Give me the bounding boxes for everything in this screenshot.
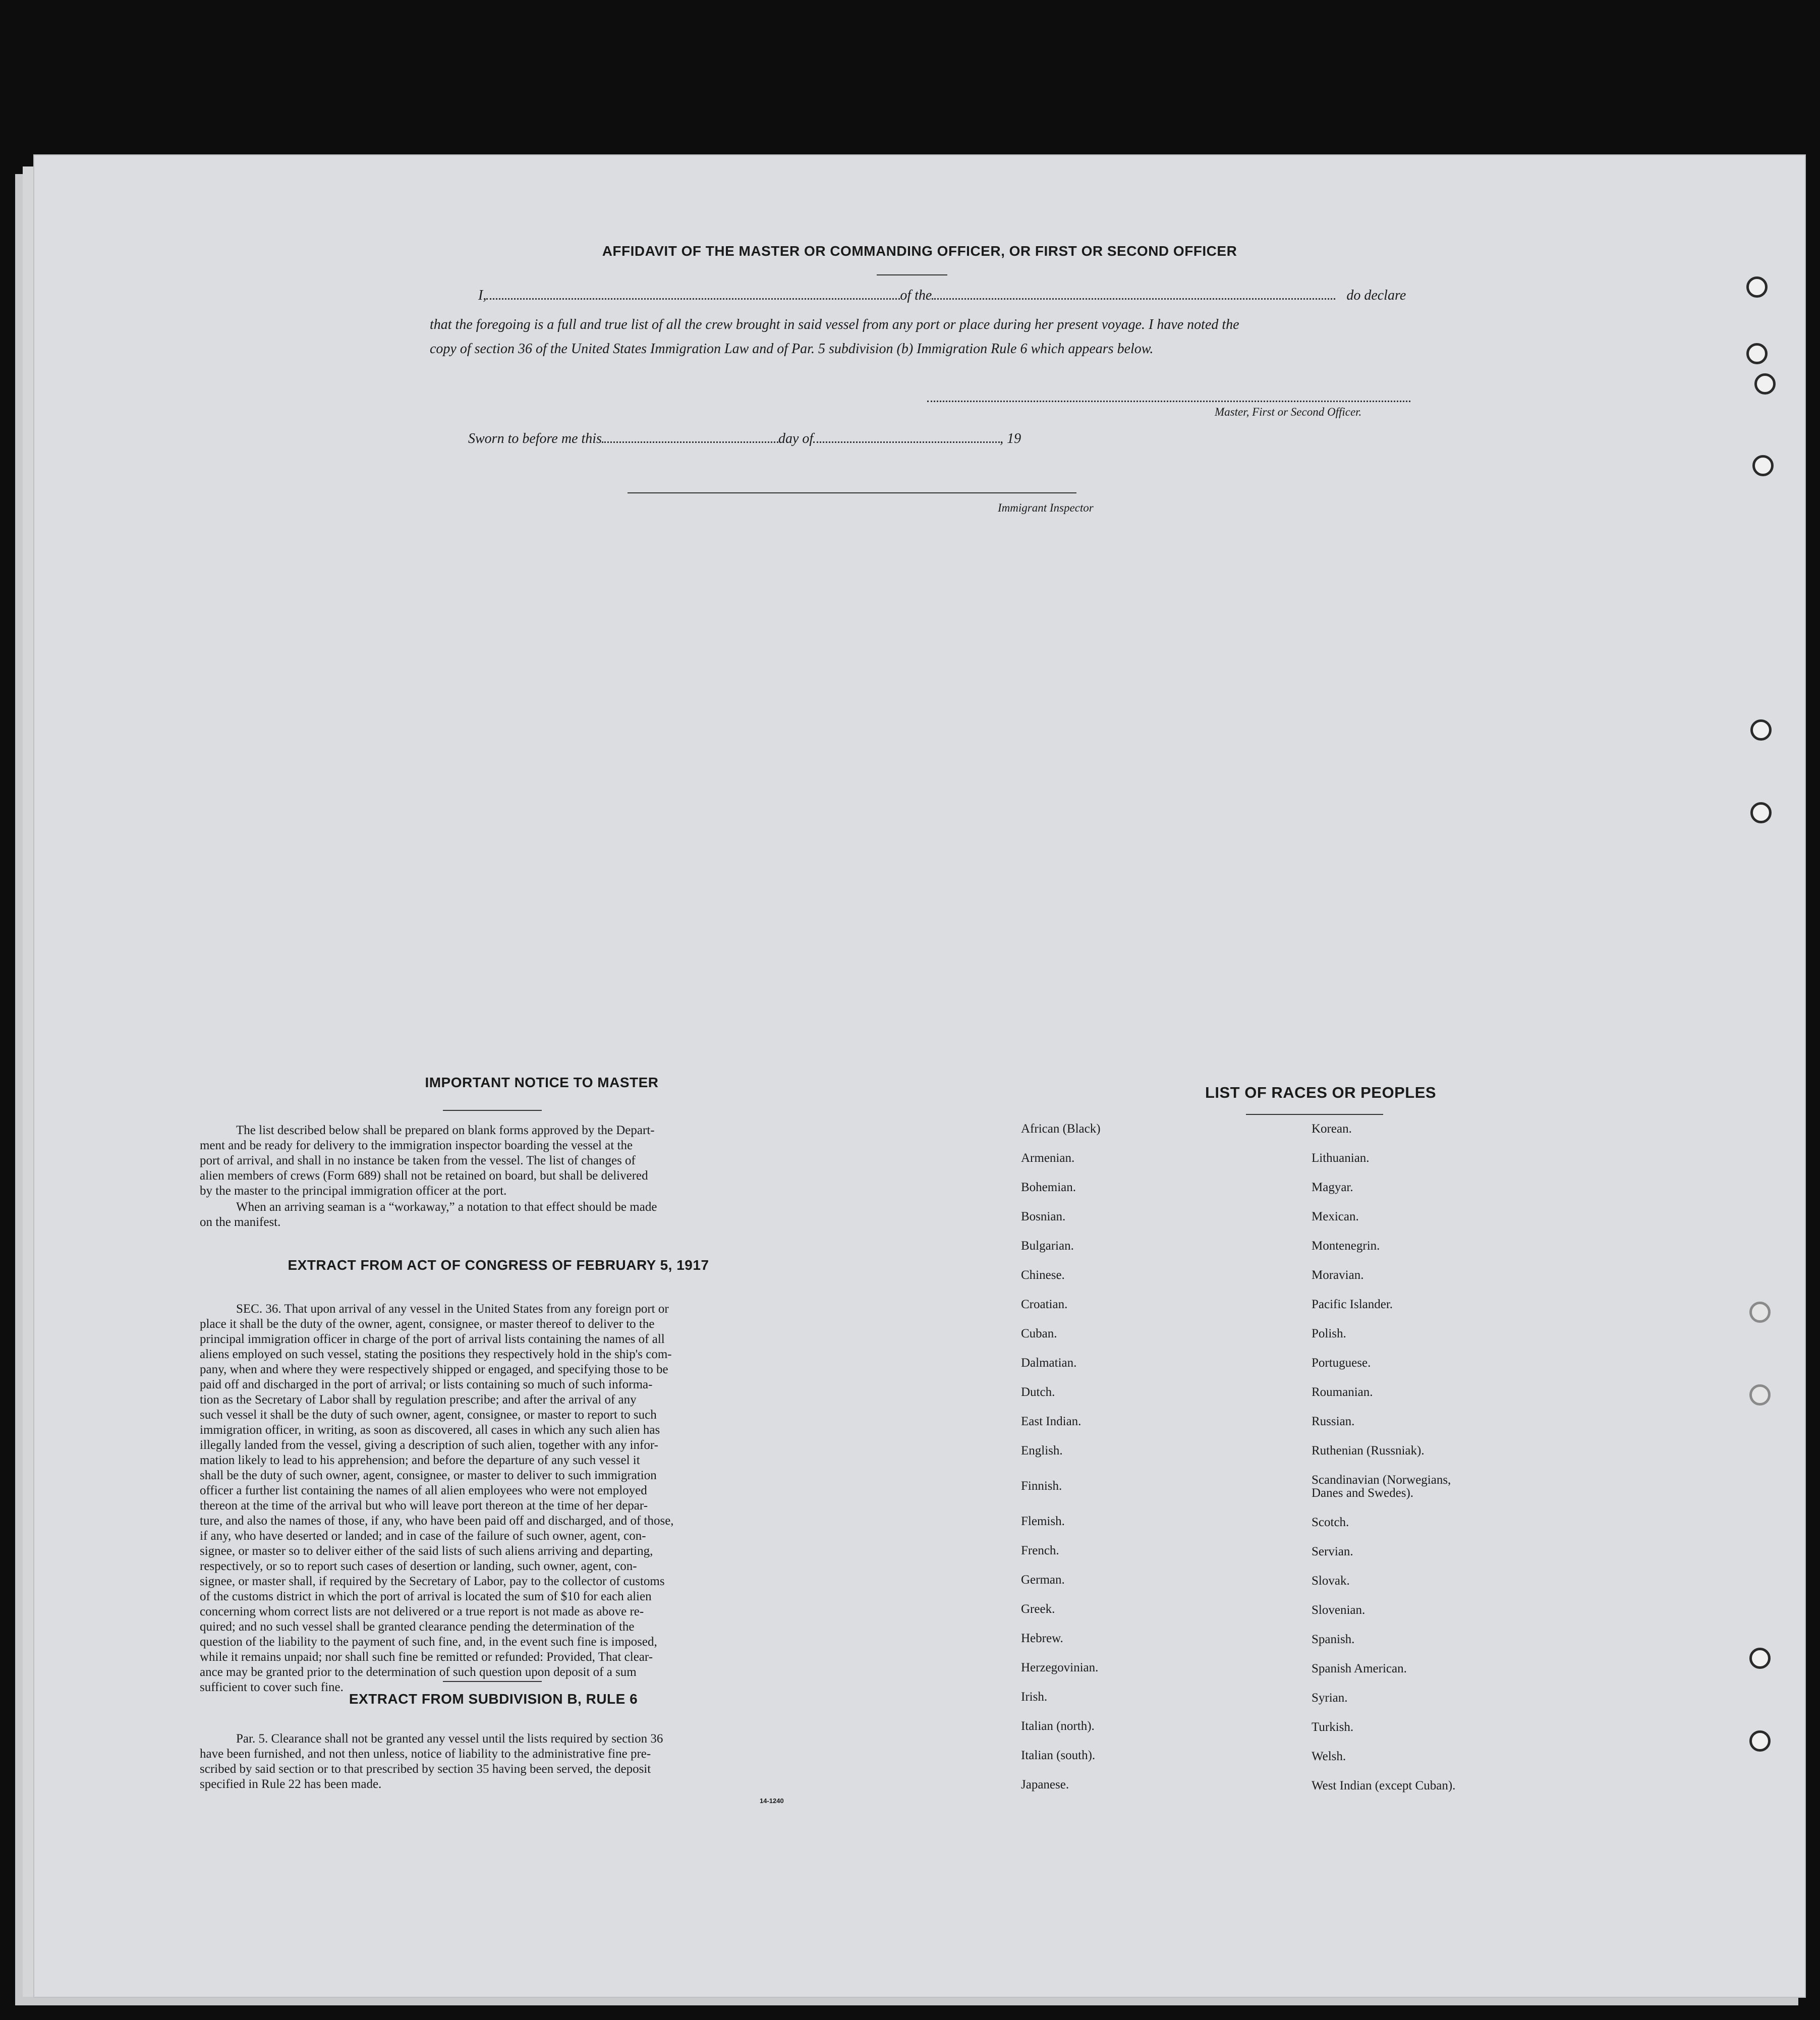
race-item: Russian. — [1312, 1415, 1355, 1428]
text-line: pany, when and where they were respectively shipped or engaged, and specifying those to be — [200, 1363, 668, 1376]
race-item: English. — [1021, 1444, 1063, 1457]
extract-act-title: EXTRACT FROM ACT OF CONGRESS OF FEBRUARY 5, 1917 — [288, 1257, 709, 1273]
binder-hole — [1746, 276, 1768, 298]
race-item: Welsh. — [1312, 1750, 1346, 1763]
text-line: signee, or master so to deliver either of the said lists of such aliens arriving and departing, — [200, 1544, 653, 1558]
officer-name-field[interactable] — [486, 295, 900, 300]
text-line: specified in Rule 22 has been made. — [200, 1777, 382, 1791]
master-signature-caption: Master, First or Second Officer. — [1215, 406, 1362, 418]
sworn-month-field[interactable] — [813, 438, 1000, 443]
text-line: immigration officer, in writing, as soon as discovered, all cases in which any such alien has — [200, 1423, 660, 1437]
race-item: Korean. — [1312, 1122, 1352, 1136]
affidavit-of-the-label: of the — [900, 288, 932, 303]
text-line: concerning whom correct lists are not delivered or a true report is not made as above re- — [200, 1605, 644, 1618]
race-item: Scotch. — [1312, 1516, 1349, 1529]
race-item: Slovenian. — [1312, 1603, 1366, 1617]
text-line: aliens employed on such vessel, stating the positions they respectively hold in the ship's com- — [200, 1348, 672, 1361]
race-item: Italian (north). — [1021, 1719, 1095, 1733]
text-line: ment and be ready for delivery to the immigration inspector boarding the vessel at the — [200, 1139, 633, 1152]
race-item: Slovak. — [1312, 1574, 1350, 1588]
form-number: 14-1240 — [760, 1797, 784, 1805]
inspector-signature-line[interactable] — [628, 492, 1076, 493]
race-item: East Indian. — [1021, 1415, 1082, 1428]
race-item: Moravian. — [1312, 1268, 1364, 1282]
race-item: Dalmatian. — [1021, 1356, 1077, 1370]
year-label: , 19 — [1000, 431, 1021, 446]
binder-hole — [1754, 373, 1776, 395]
text-line: if any, who have deserted or landed; and in case of the failure of such owner, agent, con- — [200, 1529, 646, 1543]
text-line: of the customs district in which the port of arrival is located the sum of $10 for each alien — [200, 1590, 652, 1603]
text-line: quired; and no such vessel shall be granted clearance pending the determination of the — [200, 1620, 635, 1634]
affidavit-line-2: that the foregoing is a full and true list of all the crew brought in said vessel from any port or place during her present voyage. I have noted the — [430, 317, 1239, 332]
race-item: Turkish. — [1312, 1720, 1354, 1734]
race-item: Chinese. — [1021, 1268, 1065, 1282]
text-line: respectively, or so to report such cases of desertion or landing, such owner, agent, con- — [200, 1559, 637, 1573]
binder-hole — [1749, 1648, 1771, 1669]
affidavit-i-label: I, — [478, 288, 487, 303]
race-item: Greek. — [1021, 1602, 1055, 1616]
race-item: Scandinavian (Norwegians, — [1312, 1473, 1451, 1487]
race-item: Irish. — [1021, 1690, 1048, 1704]
races-divider — [1246, 1114, 1383, 1115]
race-item: Servian. — [1312, 1545, 1353, 1558]
vessel-name-field[interactable] — [932, 295, 1335, 300]
race-item: Spanish. — [1312, 1633, 1355, 1646]
race-item: Cuban. — [1021, 1327, 1057, 1340]
extract-rule-text — [200, 1731, 806, 1792]
race-item: Armenian. — [1021, 1151, 1075, 1165]
affidavit-declaration-line — [478, 288, 1406, 304]
text-line: by the master to the principal immigration officer at the port. — [200, 1184, 507, 1198]
race-item: Syrian. — [1312, 1691, 1348, 1705]
notice-title: IMPORTANT NOTICE TO MASTER — [425, 1075, 659, 1090]
text-line: thereon at the time of the arrival but who will leave port thereon at the time of her depar- — [200, 1499, 648, 1512]
text-line: ture, and also the names of those, if any, who have been paid off and discharged, and of those, — [200, 1514, 674, 1528]
text-line: question of the liability to the payment of such fine, and, in the event such fine is imposed, — [200, 1635, 657, 1649]
binder-hole — [1752, 455, 1774, 476]
text-line: SEC. 36. That upon arrival of any vessel in the United States from any foreign port or — [236, 1302, 669, 1316]
race-item: Ruthenian (Russniak). — [1312, 1444, 1425, 1457]
races-title: LIST OF RACES OR PEOPLES — [1205, 1084, 1437, 1101]
binder-hole — [1746, 343, 1768, 364]
text-line: principal immigration officer in charge of the port of arrival lists containing the names of all — [200, 1332, 665, 1346]
text-line: sufficient to cover such fine. — [200, 1680, 344, 1694]
affidavit-title: AFFIDAVIT OF THE MASTER OR COMMANDING OFFICER, OR FIRST OR SECOND OFFICER — [602, 243, 1237, 259]
affidavit-declare-label: do declare — [1346, 288, 1406, 303]
race-item: Flemish. — [1021, 1514, 1065, 1528]
text-line: illegally landed from the vessel, giving a description of such alien, together with any infor- — [200, 1438, 658, 1452]
text-line: signee, or master shall, if required by the Secretary of Labor, pay to the collector of customs — [200, 1575, 665, 1588]
race-item: Lithuanian. — [1312, 1151, 1370, 1165]
race-item: Bohemian. — [1021, 1181, 1076, 1194]
notice-divider — [443, 1110, 542, 1111]
sworn-day-field[interactable] — [602, 438, 778, 443]
race-item: Finnish. — [1021, 1479, 1062, 1493]
race-item: Pacific Islander. — [1312, 1298, 1393, 1311]
text-line: officer a further list containing the names of all alien employees who were not employed — [200, 1484, 647, 1497]
inspector-caption: Immigrant Inspector — [998, 501, 1094, 514]
binder-hole — [1749, 1302, 1771, 1323]
race-item: Italian (south). — [1021, 1749, 1096, 1762]
race-item: Herzegovinian. — [1021, 1661, 1099, 1674]
affidavit-line-3: copy of section 36 of the United States Immigration Law and of Par. 5 subdivision (b) Immigration Rule 6 which appears below. — [430, 341, 1154, 357]
race-item: Portuguese. — [1312, 1356, 1371, 1370]
text-line: mation likely to lead to his apprehension; and before the departure of any such vessel it — [200, 1453, 640, 1467]
rule-divider — [443, 1681, 542, 1682]
notice-paragraph-2 — [200, 1200, 806, 1230]
text-line: while it remains unpaid; nor shall such fine be remitted or refunded: Provided, That clear- — [200, 1650, 653, 1664]
text-line: tion as the Secretary of Labor shall by regulation prescribe; and after the arrival of any — [200, 1393, 637, 1407]
text-line: place it shall be the duty of the owner, agent, consignee, or master thereof to deliver to the — [200, 1317, 655, 1331]
race-item: Bosnian. — [1021, 1210, 1066, 1223]
race-item: Magyar. — [1312, 1181, 1353, 1194]
sworn-label: Sworn to before me this — [468, 431, 602, 446]
affidavit-title-divider — [877, 274, 947, 275]
text-line: shall be the duty of such owner, agent, consignee, or master to deliver to such immigration — [200, 1469, 657, 1482]
extract-rule-title: EXTRACT FROM SUBDIVISION B, RULE 6 — [349, 1691, 638, 1707]
race-item: Danes and Swedes). — [1312, 1486, 1414, 1500]
text-line: alien members of crews (Form 689) shall not be retained on board, but shall be delivered — [200, 1169, 648, 1183]
binder-hole — [1749, 1384, 1771, 1406]
binder-hole — [1750, 719, 1772, 741]
master-signature-field[interactable] — [927, 398, 1410, 402]
text-line: When an arriving seaman is a “workaway,” a notation to that effect should be made — [236, 1200, 657, 1214]
race-item: Hebrew. — [1021, 1632, 1063, 1645]
race-item: Roumanian. — [1312, 1385, 1373, 1399]
race-item: West Indian (except Cuban). — [1312, 1779, 1456, 1792]
text-line: on the manifest. — [200, 1215, 281, 1229]
race-item: Dutch. — [1021, 1385, 1055, 1399]
extract-act-text — [200, 1302, 806, 1695]
race-item: African (Black) — [1021, 1122, 1101, 1136]
race-item: Montenegrin. — [1312, 1239, 1380, 1253]
race-item: Spanish American. — [1312, 1662, 1407, 1675]
manifest-sheet — [33, 154, 1806, 1998]
race-item: Polish. — [1312, 1327, 1346, 1340]
sworn-line — [468, 431, 1021, 447]
race-item: Bulgarian. — [1021, 1239, 1074, 1253]
race-item: Mexican. — [1312, 1210, 1359, 1223]
race-item: Japanese. — [1021, 1778, 1069, 1791]
text-line: paid off and discharged in the port of arrival; or lists containing so much of such informa- — [200, 1378, 653, 1391]
notice-paragraph-1 — [200, 1123, 806, 1199]
race-item: French. — [1021, 1544, 1059, 1557]
binder-hole — [1749, 1730, 1771, 1752]
day-of-label: day of — [778, 431, 814, 446]
binder-hole — [1750, 802, 1772, 823]
text-line: Par. 5. Clearance shall not be granted any vessel until the lists required by section 36 — [236, 1732, 663, 1746]
text-line: The list described below shall be prepared on blank forms approved by the Depart- — [236, 1124, 655, 1137]
text-line: such vessel it shall be the duty of such owner, agent, consignee, or master to report to such — [200, 1408, 657, 1422]
text-line: have been furnished, and not then unless, notice of liability to the administrative fine pre- — [200, 1747, 651, 1761]
text-line: ance may be granted prior to the determination of such question upon deposit of a sum — [200, 1665, 637, 1679]
text-line: scribed by said section or to that prescribed by section 35 having been served, the deposit — [200, 1762, 651, 1776]
race-item: Croatian. — [1021, 1298, 1068, 1311]
text-line: port of arrival, and shall in no instance be taken from the vessel. The list of changes of — [200, 1154, 636, 1167]
race-item: German. — [1021, 1573, 1065, 1587]
